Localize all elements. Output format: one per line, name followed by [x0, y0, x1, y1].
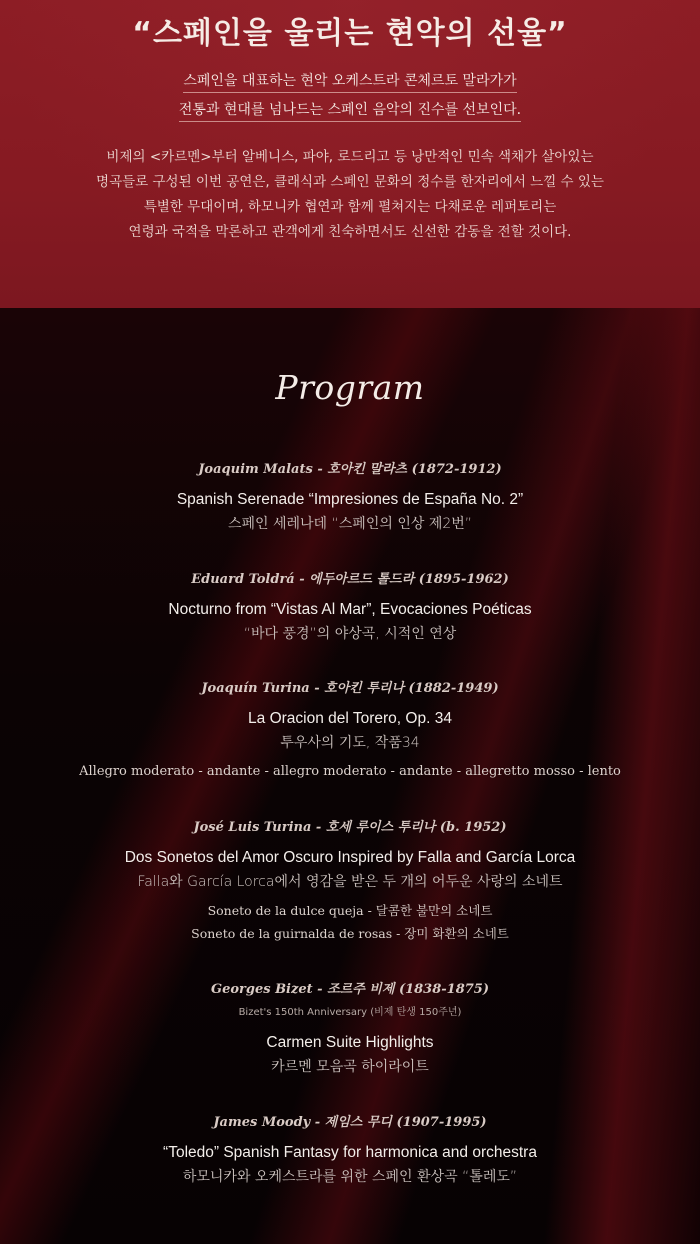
- composer-name: José Luis Turina - 호세 루이스 투리나 (b. 1952): [193, 820, 507, 835]
- work-title-en: Carmen Suite Highlights: [266, 1034, 434, 1051]
- work-title-ko: 투우사의 기도, 작품34: [280, 735, 420, 751]
- work-title-en: Nocturno from “Vistas Al Mar”, Evocaciones Poéticas: [168, 601, 532, 618]
- program-piece: [0, 1111, 700, 1186]
- composer-name: Eduard Toldrá - 에두아르드 톨드라 (1895-1962): [191, 572, 509, 587]
- work-title-en: La Oracion del Torero, Op. 34: [248, 710, 452, 727]
- work-title-ko: 하모니카와 오케스트라를 위한 스페인 환상곡 “톨레도”: [182, 1169, 518, 1185]
- work-title-ko: Falla와 García Lorca에서 영감을 받은 두 개의 어두운 사랑의 소네트: [137, 874, 563, 890]
- intro-body-line: 연령과 국적을 막론하고 관객에게 친숙하면서도 신선한 감동을 전할 것이다.: [128, 224, 572, 240]
- composer-name: James Moody - 제임스 무디 (1907-1995): [213, 1115, 487, 1130]
- intro-lead-line: 전통과 현대를 넘나드는 스페인 음악의 진수를 선보인다.: [179, 99, 521, 122]
- intro-lead-line: 스페인을 대표하는 현악 오케스트라 콘체르토 말라가가: [183, 70, 516, 93]
- program-piece: [0, 816, 700, 945]
- work-title-ko: 카르멘 모음곡 하이라이트: [271, 1059, 429, 1075]
- movement-list: [0, 899, 700, 945]
- composer-name: Georges Bizet - 조르주 비제 (1838-1875): [210, 982, 490, 997]
- anniversary-note: Bizet's 150th Anniversary (비제 탄생 150주년): [238, 1007, 462, 1018]
- composer-name: Joaquín Turina - 호아킨 투리나 (1882-1949): [201, 681, 499, 696]
- work-title-ko: “바다 풍경”의 야상곡, 시적인 연상: [243, 626, 457, 642]
- composer-name: Joaquim Malats - 호아킨 말라츠 (1872-1912): [198, 462, 502, 477]
- work-title-ko: 스페인 세레나데 “스페인의 인상 제2번”: [227, 516, 473, 532]
- intro-body-line: 비제의 <카르멘>부터 알베니스, 파야, 로드리고 등 낭만적인 민속 색채가 살아있는: [106, 149, 594, 165]
- intro-body-line: 특별한 무대이며, 하모니카 협연과 함께 펼쳐지는 다채로운 레퍼토리는: [143, 199, 557, 215]
- program-piece: [0, 458, 700, 533]
- program-section: [0, 308, 700, 1244]
- program-heading: Program: [275, 368, 425, 407]
- tempo-markings: Allegro moderato - andante - allegro moderato - andante - allegretto mosso - lento: [79, 764, 621, 779]
- program-piece: [0, 568, 700, 643]
- movement-item: Soneto de la guirnalda de rosas - 장미 화환의 소네트: [191, 926, 509, 941]
- work-title-en: “Toledo” Spanish Fantasy for harmonica and orchestra: [163, 1144, 537, 1161]
- intro-banner: [0, 0, 700, 308]
- intro-lead: [0, 70, 700, 128]
- program-piece: [0, 677, 700, 779]
- intro-title: “스페인을 울리는 현악의 선율”: [132, 16, 568, 51]
- intro-description: [0, 145, 700, 245]
- intro-body-line: 명곡들로 구성된 이번 공연은, 클래식과 스페인 문화의 정수를 한자리에서 느낄 수 있는: [96, 174, 604, 190]
- work-title-en: Spanish Serenade “Impresiones de España No. 2”: [176, 491, 524, 508]
- movement-item: Soneto de la dulce queja - 달콤한 불만의 소네트: [207, 903, 493, 918]
- program-piece: [0, 978, 700, 1076]
- work-title-en: Dos Sonetos del Amor Oscuro Inspired by Falla and García Lorca: [124, 849, 576, 866]
